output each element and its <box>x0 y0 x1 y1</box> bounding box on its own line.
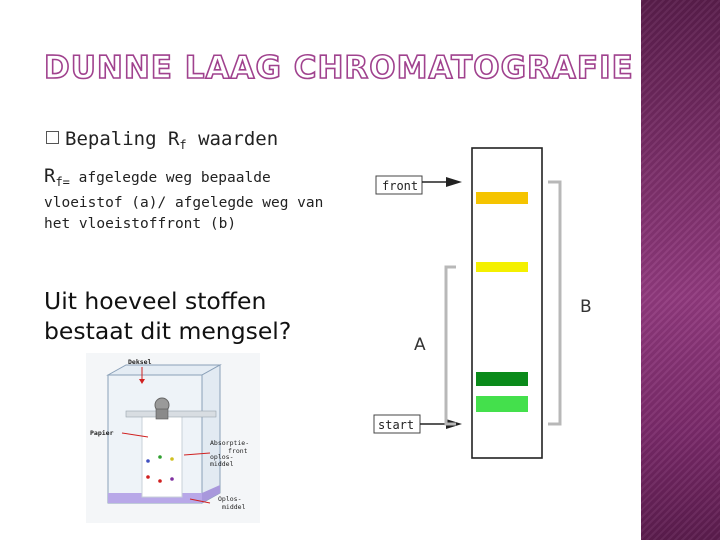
rf-definition-text: afgelegde weg bepaalde vloeistof (a)/ afgelegde weg van het vloeistoffront (b) <box>44 170 324 232</box>
support-rod <box>126 411 216 417</box>
slide-title: DUNNE LAAG CHROMATOGRAFIE <box>44 50 634 86</box>
bullet-box-icon <box>46 131 59 144</box>
bullet-tail-text: waarden <box>186 128 279 150</box>
rf-symbol: R <box>44 165 56 187</box>
chromatography-tank-illustration <box>86 353 260 523</box>
label-front-3: oplos- <box>210 453 234 461</box>
label-front-2: front <box>228 447 248 455</box>
tank-drawing <box>86 353 260 523</box>
rf-subscript: f= <box>55 175 70 189</box>
label-lid: Deksel <box>128 358 152 366</box>
label-b: B <box>580 297 592 317</box>
front-label: front <box>382 179 419 193</box>
front-arrow-head <box>446 177 462 187</box>
spot-dark-green <box>476 372 528 386</box>
bracket-b <box>548 182 560 424</box>
spot <box>170 477 174 481</box>
label-solvent-1: Oplos- <box>218 495 242 503</box>
label-paper: Papier <box>90 429 114 437</box>
label-a: A <box>414 335 426 355</box>
spot <box>146 459 150 463</box>
paper-strip <box>142 413 182 497</box>
tlc-drawing <box>360 140 600 470</box>
spot <box>146 475 150 479</box>
tank-side <box>202 365 220 503</box>
decorative-side-band <box>641 0 720 540</box>
bullet-subscript: f <box>179 138 187 152</box>
spot <box>170 457 174 461</box>
spot-yellow <box>476 262 528 272</box>
bullet-rf-values <box>46 128 278 152</box>
bracket-a <box>446 267 456 424</box>
label-front-1: Absorptie- <box>210 439 250 447</box>
spot <box>158 455 162 459</box>
spot <box>158 479 162 483</box>
question-text: Uit hoeveel stoffen bestaat dit mengsel? <box>44 287 292 345</box>
rf-definition <box>44 166 344 235</box>
label-front-4: middel <box>210 460 234 468</box>
bullet-main-text: Bepaling R <box>65 128 180 150</box>
label-solvent-2: middel <box>222 503 246 511</box>
spot-orange-yellow <box>476 192 528 204</box>
tlc-plate-diagram <box>360 140 600 470</box>
clip-body <box>156 409 168 419</box>
tank-lid <box>108 365 220 375</box>
spot-light-green <box>476 396 528 412</box>
start-label: start <box>378 418 415 432</box>
